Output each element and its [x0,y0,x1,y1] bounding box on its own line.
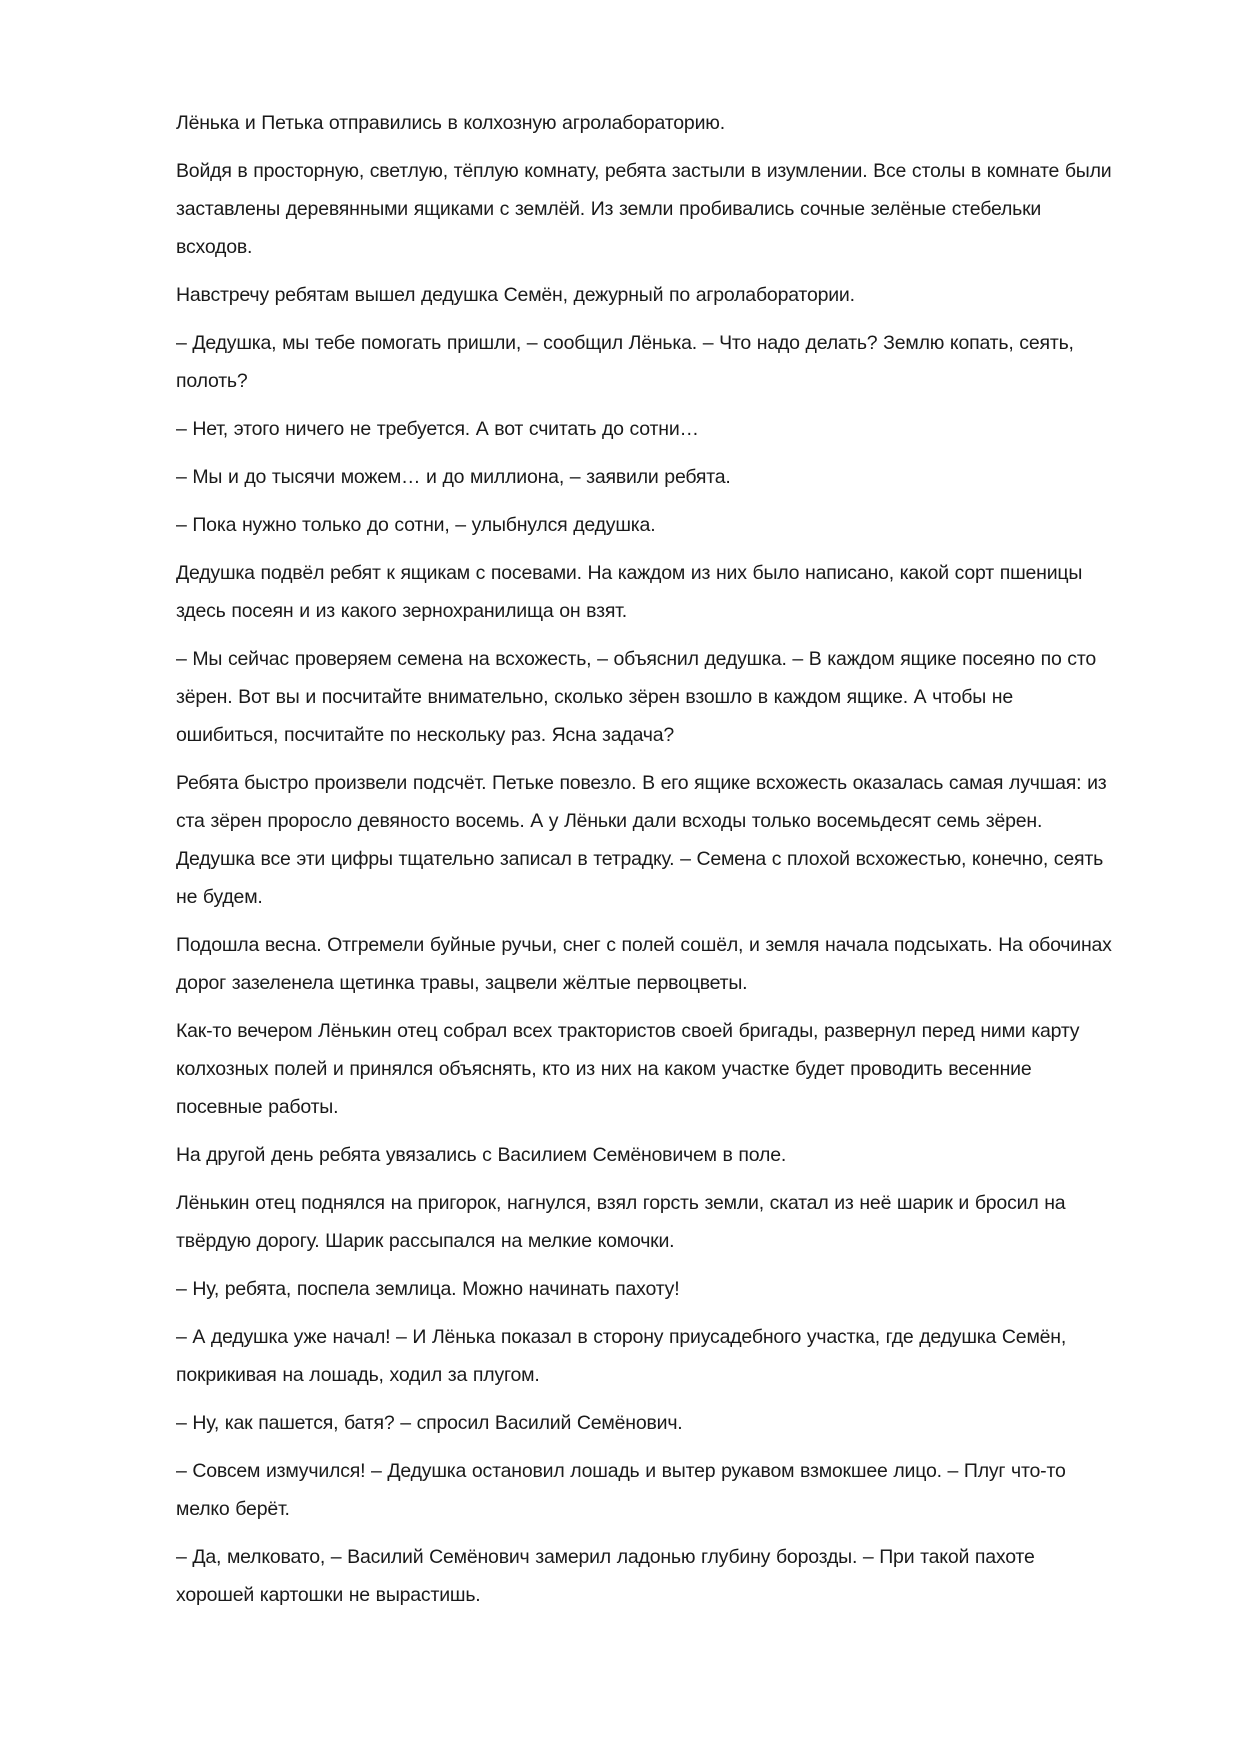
paragraph: – Мы и до тысячи можем… и до миллиона, – заявили ребята. [176,466,731,488]
paragraph: – Дедушка, мы тебе помогать пришли, – сообщил Лёнька. – Что надо делать? Землю копать, сеять, полоть? [176,332,1074,392]
paragraph: Войдя в просторную, светлую, тёплую комнату, ребята застыли в изумлении. Все столы в комнате были заставлены деревянными ящиками с землёй. Из земли пробивались сочные зелёные стебельки всходов. [176,160,1112,258]
paragraph: Подошла весна. Отгремели буйные ручьи, снег с полей сошёл, и земля начала подсыхать. На обочинах дорог зазеленела щетинка травы, зацвели жёлтые первоцветы. [176,934,1112,994]
paragraph: – Да, мелковато, – Василий Семёнович замерил ладонью глубину борозды. – При такой пахоте хорошей картошки не вырастишь. [176,1546,1035,1606]
paragraph: – А дедушка уже начал! – И Лёнька показал в сторону приусадебного участка, где дедушка Семён, покрикивая на лошадь, ходил за плугом. [176,1326,1067,1386]
paragraph: – Ну, ребята, поспела землица. Можно начинать пахоту! [176,1278,680,1300]
paragraph: Дедушка подвёл ребят к ящикам с посевами. На каждом из них было написано, какой сорт пшеницы здесь посеян и из какого зернохранилища он взят. [176,562,1083,622]
paragraph: Лёнька и Петька отправились в колхозную агролабораторию. [176,112,725,134]
paragraph: – Пока нужно только до сотни, – улыбнулся дедушка. [176,514,656,536]
paragraph: – Мы сейчас проверяем семена на всхожесть, – объяснил дедушка. – В каждом ящике посеяно по сто зёрен. Вот вы и посчитайте внимательно, сколько зёрен взошло в каждом ящике. А чтобы не ошибиться, посчитайте по нескольку раз. Ясна задача? [176,648,1097,746]
paragraph: Навстречу ребятам вышел дедушка Семён, дежурный по агролаборатории. [176,284,855,306]
paragraph: – Ну, как пашется, батя? – спросил Василий Семёнович. [176,1412,683,1434]
paragraph: – Нет, этого ничего не требуется. А вот считать до сотни… [176,418,699,440]
document-body [176,104,1112,1614]
paragraph: Как-то вечером Лёнькин отец собрал всех трактористов своей бригады, развернул перед ними карту колхозных полей и принялся объяснять, кто из них на каком участке будет проводить весенние посевные работы. [176,1020,1080,1118]
paragraph: Лёнькин отец поднялся на пригорок, нагнулся, взял горсть земли, скатал из неё шарик и бросил на твёрдую дорогу. Шарик рассыпался на мелкие комочки. [176,1192,1066,1252]
paragraph: На другой день ребята увязались с Василием Семёновичем в поле. [176,1144,787,1166]
paragraph: – Совсем измучился! – Дедушка остановил лошадь и вытер рукавом взмокшее лицо. – Плуг что-то мелко берёт. [176,1460,1066,1520]
paragraph: Ребята быстро произвели подсчёт. Петьке повезло. В его ящике всхожесть оказалась самая лучшая: из ста зёрен проросло девяносто восемь. А у Лёньки дали всходы только восемьдесят семь зёрен. Дедушка все эти цифры тщательно записал в тетрадку. – Семена с плохой всхожестью, конечно, сеять не будем. [176,772,1107,908]
